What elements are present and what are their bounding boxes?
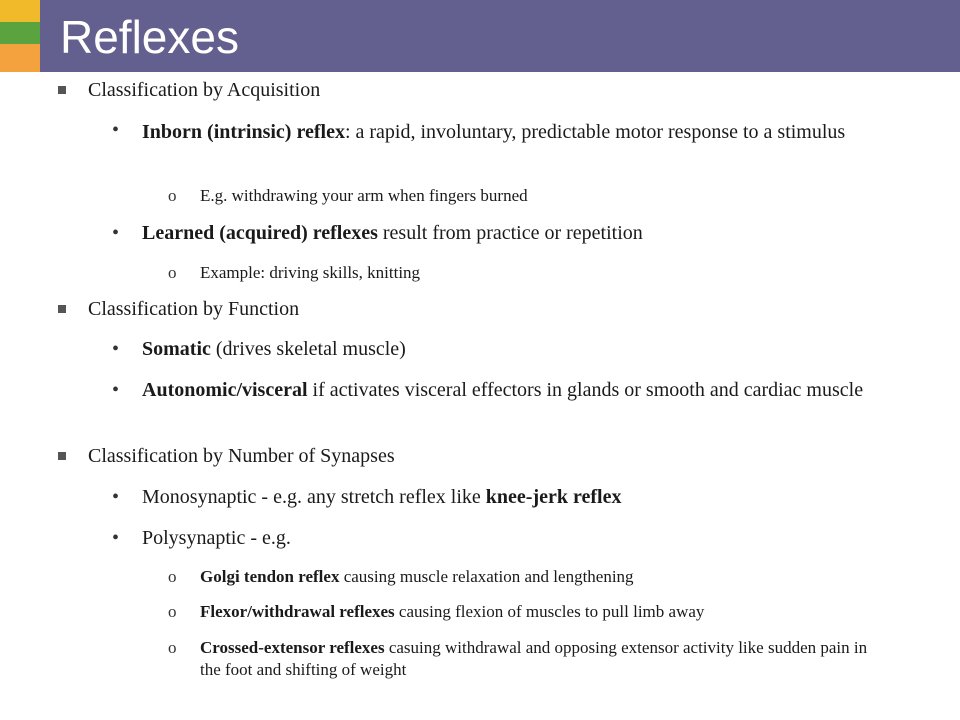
dot-bullet-icon: • <box>112 119 120 141</box>
circle-bullet-icon: o <box>168 602 177 621</box>
square-bullet-icon <box>58 305 66 313</box>
bullet-acquisition: Classification by Acquisition <box>88 79 321 101</box>
circle-bullet-icon: o <box>168 567 177 586</box>
bullet-synapses: Classification by Number of Synapses <box>88 445 395 467</box>
square-bullet-icon <box>58 86 66 94</box>
circle-bullet-icon: o <box>168 638 177 657</box>
bullet-autonomic-visceral: Autonomic/visceral if activates visceral effectors in glands or smooth and cardiac muscle <box>142 379 864 401</box>
bullet-learned-reflexes: Learned (acquired) reflexes result from practice or repetition <box>142 222 643 244</box>
bullet-inborn-reflex: Inborn (intrinsic) reflex: a rapid, involuntary, predictable motor response to a stimulus <box>142 121 846 143</box>
dot-bullet-icon: • <box>112 486 120 508</box>
bullet-flexor-withdrawal: Flexor/withdrawal reflexes causing flexion of muscles to pull limb away <box>200 602 705 621</box>
circle-bullet-icon: o <box>168 186 177 205</box>
dot-bullet-icon: • <box>112 527 120 549</box>
accent-stripe-green <box>0 22 40 44</box>
bullet-driving-skills: Example: driving skills, knitting <box>200 263 421 282</box>
bullet-crossed-extensor: Crossed-extensor reflexes casuing withdrawal and opposing extensor activity like sudden pain in the foot and shifting of weight <box>200 638 868 679</box>
bullet-polysynaptic: Polysynaptic - e.g. <box>142 527 291 549</box>
bullet-monosynaptic: Monosynaptic - e.g. any stretch reflex like knee-jerk reflex <box>142 486 622 508</box>
bullet-golgi-tendon: Golgi tendon reflex causing muscle relaxation and lengthening <box>200 567 634 586</box>
circle-bullet-icon: o <box>168 263 177 282</box>
dot-bullet-icon: • <box>112 222 120 244</box>
accent-stripe-orange <box>0 44 40 72</box>
square-bullet-icon <box>58 452 66 460</box>
dot-bullet-icon: • <box>112 338 120 360</box>
bullet-withdrawing-arm: E.g. withdrawing your arm when fingers burned <box>200 186 528 205</box>
accent-stripe-yellow <box>0 0 40 22</box>
dot-bullet-icon: • <box>112 379 120 401</box>
slide-title: Reflexes <box>60 11 239 63</box>
bullet-function: Classification by Function <box>88 298 300 320</box>
bullet-somatic: Somatic (drives skeletal muscle) <box>142 338 406 360</box>
